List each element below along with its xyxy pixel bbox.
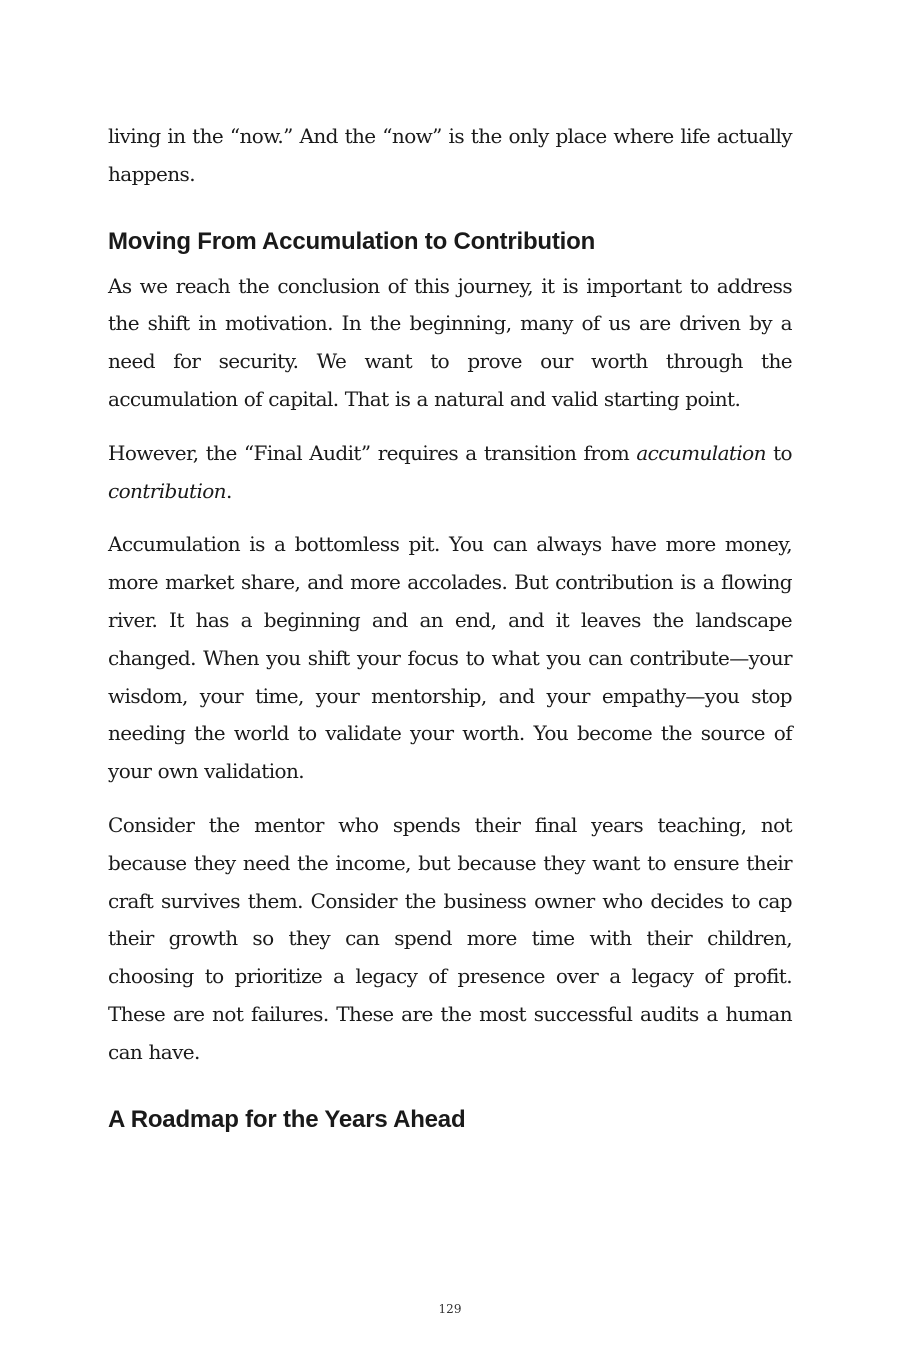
- emphasis-contribution: contribution: [108, 478, 226, 503]
- page-body: [108, 118, 792, 1146]
- continuation-paragraph: living in the “now.” And the “now” is the only place where life actually happens.: [108, 124, 792, 186]
- paragraph-conclusion: As we reach the conclusion of this journey, it is important to address the shift in motivation. In the beginning, many of us are driven by a need for security. We want to prove our worth through the accumulation of capital. That is a natural and valid starting point.: [108, 273, 792, 411]
- section-heading-roadmap: A Roadmap for the Years Ahead: [108, 1105, 466, 1133]
- paragraph-bottomless-pit: Accumulation is a bottomless pit. You can always have more money, more market share, and more accolades. But contribution is a flowing river. It has a beginning and an end, and it leaves the landscape changed. When you shift your focus to what you can contribute—your wisdom, your time, your mentorship, and your empathy—you stop needing the world to validate your worth. You become the source of your own validation.: [108, 532, 792, 784]
- paragraph-final-audit-text: However, the “Final Audit” requires a transition from: [108, 440, 637, 465]
- emphasis-accumulation: accumulation: [636, 440, 766, 465]
- section-heading-accumulation: Moving From Accumulation to Contribution: [108, 227, 596, 255]
- paragraph-mentor: Consider the mentor who spends their final years teaching, not because they need the income, but because they want to ensure their craft survives them. Consider the business owner who decides to cap their growth so they can spend more time with their children, choosing to prioritize a legacy of presence over a legacy of profit. These are not failures. These are the most successful audits a human can have.: [108, 812, 792, 1064]
- paragraph-final-audit: [108, 435, 792, 511]
- paragraph-final-audit-joiner: to: [765, 440, 792, 465]
- paragraph-final-audit-end: .: [225, 478, 232, 503]
- page-number: 129: [438, 1302, 462, 1316]
